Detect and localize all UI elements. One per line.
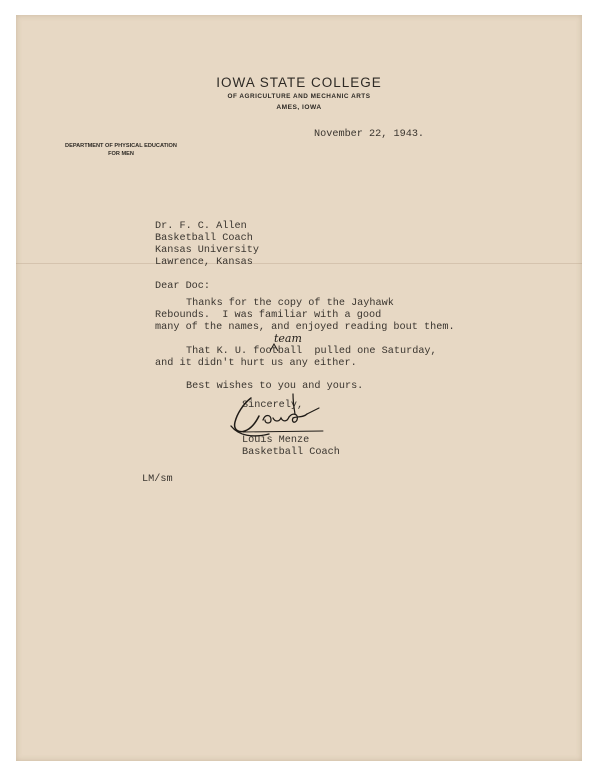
insertion-caret-icon (268, 342, 280, 352)
body-line: Best wishes to you and yours. (186, 381, 364, 392)
body-line: Rebounds. I was familiar with a good (155, 310, 382, 321)
fold-crease (16, 263, 582, 264)
salutation: Dear Doc: (155, 281, 211, 292)
signature-title: Basketball Coach (242, 447, 340, 458)
body-line: Thanks for the copy of the Jayhawk (186, 298, 394, 309)
typist-initials: LM/sm (142, 474, 173, 485)
letterhead-department-line1: DEPARTMENT OF PHYSICAL EDUCATION (65, 143, 177, 149)
recipient-title: Basketball Coach (155, 233, 253, 244)
letterhead-college: IOWA STATE COLLEGE (216, 75, 382, 90)
recipient-name: Dr. F. C. Allen (155, 221, 247, 232)
letterhead-department-line2: FOR MEN (108, 151, 134, 157)
recipient-city: Lawrence, Kansas (155, 257, 253, 268)
signature-name: Louis Menze (242, 435, 310, 446)
letterhead-city: AMES, IOWA (276, 104, 322, 111)
letterhead-subtitle: OF AGRICULTURE AND MECHANIC ARTS (227, 93, 371, 100)
closing: Sincerely, (242, 400, 304, 411)
handwritten-insertion: team (274, 332, 302, 345)
body-line: many of the names, and enjoyed reading bout them. (155, 322, 455, 333)
body-line: That K. U. football pulled one Saturday, (186, 346, 437, 357)
body-line: and it didn't hurt us any either. (155, 358, 357, 369)
letter-sheet (16, 15, 582, 761)
recipient-institution: Kansas University (155, 245, 259, 256)
letter-date: November 22, 1943. (314, 129, 425, 140)
